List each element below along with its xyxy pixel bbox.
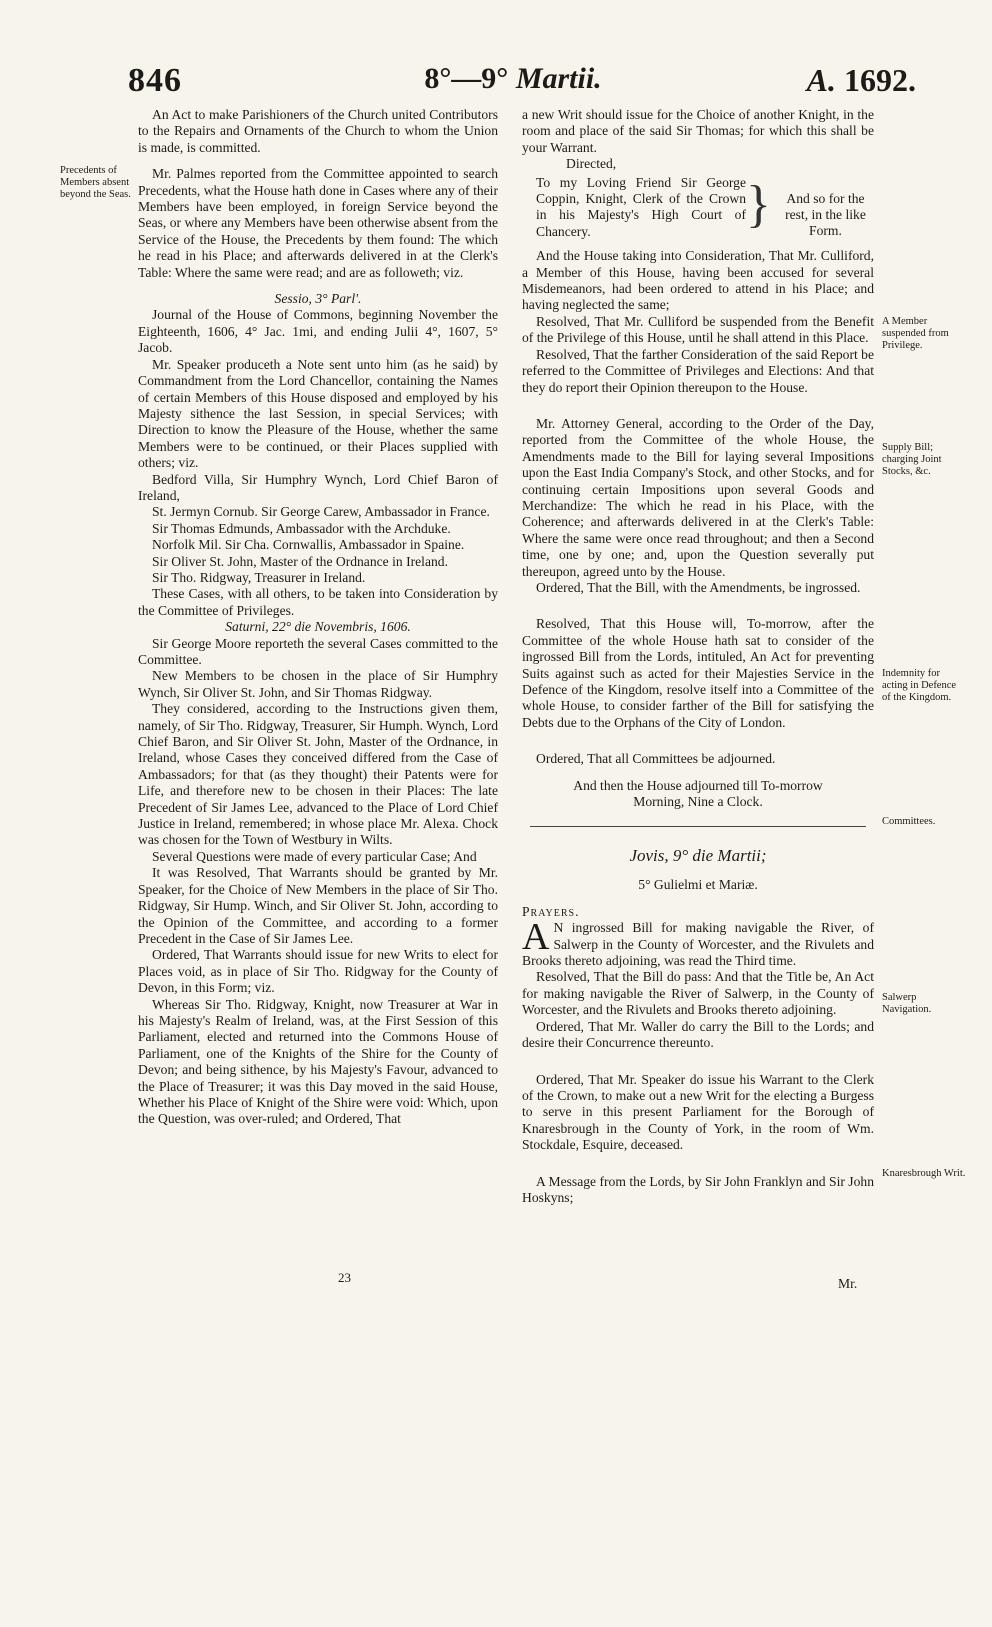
paragraph: Ordered, That Warrants should issue for new Writs to elect for Places void, as in place of Sir Tho. Ridgway for the County of Devon, in this Form; viz.	[138, 947, 498, 996]
paragraph: A Message from the Lords, by Sir John Franklyn and Sir John Hoskyns;	[522, 1173, 874, 1205]
paragraph: Mr. Palmes reported from the Committee appointed to search Precedents, what the House hath done in Cases where any of their Members have been employed, in foreign Service beyond the Seas, or where any Members have been otherwise absent from the Service of the House, the Precedents by them found: The which he read in his Place; and afterwards delivered in at the Clerk's Table: Where the same were read; and are as followeth; viz.	[138, 166, 498, 280]
paragraph: Sir Oliver St. John, Master of the Ordnance in Ireland.	[152, 553, 448, 569]
running-year	[807, 62, 916, 99]
writ-address	[522, 175, 874, 241]
paragraph: Several Questions were made of every particular Case; And	[152, 848, 477, 864]
paragraph: Norfolk Mil. Sir Cha. Cornwallis, Ambassador in Spaine.	[152, 537, 465, 553]
session-heading	[138, 291, 498, 307]
margin-note-indemnity: Indemnity for acting in Defence of the Kingdom.	[882, 668, 957, 703]
brace-glyph: }	[746, 175, 771, 233]
paragraph	[522, 916, 874, 969]
running-date	[388, 62, 638, 96]
section-divider	[530, 826, 866, 827]
paragraph: Sir Tho. Ridgway, Treasurer in Ireland.	[152, 569, 366, 585]
margin-note-precedents: Precedents of Members absent beyond the Seas.	[60, 165, 131, 200]
paragraph: Resolved, That the farther Consideration of the said Report be referred to the Committee of Privileges and Elections: And that they do report their Opinion thereupon to the House.	[522, 346, 874, 395]
day-heading-text: Jovis, 9° die Martii;	[629, 846, 767, 866]
paragraph: Whereas Sir Tho. Ridgway, Knight, now Treasurer at War in his Majesty's Realm of Ireland, was, at the First Session of this Parliament, elected and returned into the Commons House of Parliament, one of the Knights of the Shire for the County of Devon; and being sithence, by his Majesty's Favour, advanced to the Place of Treasurer; it was this Day moved in the said House, Whether his Place of Knight of the Shire were void: Which, upon the Question, was over-ruled; and Ordered, That	[138, 996, 498, 1127]
date-heading-text: Saturni, 22° die Novembris, 1606.	[225, 619, 411, 635]
paragraph: Resolved, That Mr. Culliford be suspended from the Benefit of the Privilege of this House, until he shall attend in this Place.	[522, 313, 874, 346]
prayers-label: Prayers.	[522, 903, 580, 919]
paragraph: Mr. Speaker produceth a Note sent unto him (as he said) by Commandment from the Lord Chancellor, containing the Names of certain Members of this House disposed and employed by his Majesty sithence the last Session, in special Services; with Direction to know the Pleasure of the House, whether the same Members were to be continued, or their Places supplied with others; viz.	[138, 356, 498, 471]
margin-note-supply-bill: Supply Bill; charging Joint Stocks, &c.	[882, 442, 942, 477]
paragraph: Resolved, That this House will, To-morrow, after the Committee of the whole House hath sat to consider of the ingrossed Bill from the Lords, intituled, An Act for preventing Suits against such as acted for their Majesties Service in the Defence of the Kingdom, resolve itself into a Committee of the whole House, to consider farther of the Bill for satisfying the Debts due to the Orphans of the City of London.	[522, 616, 874, 730]
paragraph: Sir George Moore reporteth the several Cases committed to the Committee.	[138, 635, 498, 667]
paragraph: Journal of the House of Commons, beginning November the Eighteenth, 1606, 4° Jac. 1mi, and ending Julii 4°, 1607, 5° Jacob.	[138, 307, 498, 356]
page-header	[128, 62, 916, 102]
drop-cap: A	[522, 916, 550, 959]
paragraph: Ordered, That Mr. Speaker do issue his Warrant to the Clerk of the Crown, to make out a new Writ for the electing a Burgess to serve in this present Parliament for the Borough of Knaresbrough in the County of York, in the room of Wm. Stockdale, Esquire, deceased.	[522, 1071, 874, 1153]
paragraph: Resolved, That the Bill do pass: And that the Title be, An Act for making navigable the River of Salwerp, in the County of Worcester, and the Rivulets and Brooks thereto adjoining.	[522, 969, 874, 1018]
paragraph-text: N ingrossed Bill for making navigable the River, of Salwerp in the County of Worcester, and the Rivulets and Brooks thereto adjoining, was read the Third time.	[522, 920, 874, 969]
paragraph: Sir Thomas Edmunds, Ambassador with the Archduke.	[152, 520, 451, 536]
paragraph: Ordered, That all Committees be adjourned.	[536, 751, 776, 767]
paragraph: An Act to make Parishioners of the Church united Contributors to the Repairs and Ornaments of the Church to whom the Union is made, is committed.	[138, 107, 498, 155]
writ-note: And so for the rest, in the like Form.	[785, 190, 866, 239]
running-year-number: 1692.	[836, 62, 916, 98]
date-heading	[138, 619, 498, 635]
paragraph: Bedford Villa, Sir Humphry Wynch, Lord Chief Baron of Ireland,	[138, 471, 498, 503]
paragraph: These Cases, with all others, to be taken into Consideration by the Committee of Privileges.	[138, 586, 498, 618]
page-number: 846	[128, 62, 182, 99]
margin-note-knaresbrough: Knaresbrough Writ.	[882, 1168, 966, 1179]
session-heading-text: Sessio, 3° Parl'.	[274, 291, 362, 307]
running-year-prefix: A.	[806, 62, 836, 98]
running-date-month: Martii.	[515, 62, 602, 95]
margin-note-committees: Committees.	[882, 816, 936, 827]
paragraph: Ordered, That the Bill, with the Amendments, be ingrossed.	[536, 579, 861, 595]
catchword: Mr.	[838, 1276, 858, 1291]
paragraph: St. Jermyn Cornub. Sir George Carew, Ambassador in France.	[152, 504, 490, 520]
left-column	[138, 107, 498, 1128]
writ-addressee: To my Loving Friend Sir George Coppin, Knight, Clerk of the Crown in his Majesty's High Court of Chancery.	[536, 174, 746, 239]
paragraph: Ordered, That Mr. Waller do carry the Bill to the Lords; and desire their Concurrence thereunto.	[522, 1018, 874, 1051]
directed-label: Directed,	[566, 156, 617, 172]
right-column	[522, 107, 874, 1206]
adjournment: And then the House adjourned till To-morrow Morning, Nine a Clock.	[573, 777, 823, 810]
paragraph: a new Writ should issue for the Choice of another Knight, in the room and place of the said Sir Thomas; for which this shall be your Warrant.	[522, 107, 874, 155]
regnal-year: 5° Gulielmi et Mariæ.	[638, 877, 758, 893]
running-date-days: 8°—9°	[424, 62, 516, 95]
paragraph: It was Resolved, That Warrants should be granted by Mr. Speaker, for the Choice of New Members in the place of Sir Tho. Ridgway, Sir Hump. Winch, and Sir Oliver St. John, according to the Opinion of the Committee, and according to a former Precedent in the Case of Sir James Lee.	[138, 865, 498, 946]
paragraph: New Members to be chosen in the place of Sir Humphry Wynch, Sir Oliver St. John, and Sir Thomas Ridgway.	[138, 668, 498, 700]
margin-note-member-suspended: A Member suspended from Privilege.	[882, 316, 949, 351]
margin-note-salwerp: Salwerp Navigation.	[882, 992, 932, 1015]
paragraph: They considered, according to the Instructions given them, namely, of Sir Tho. Ridgway, Treasurer, Sir Humph. Wynch, Lord Chief Baron, and Sir Oliver St. John, Master of the Ordnance, in Ireland, whose Cases they conceived differed from the Case of Ambassadors; for that (as they thought) their Patents were for Life, and therefore new to be chosen in their Places: The late Precedent of Sir James Lee, advanced to the Place of Lord Chief Justice in Ireland, remembered; in whose place Mr. Alexa. Chock was chosen for the Town of Westbury in Wilts.	[138, 701, 498, 848]
paragraph: And the House taking into Consideration, That Mr. Culliford, a Member of this House, having been accused for several Misdemeanors, had been ordered to attend in his Place; and having neglected the same;	[522, 248, 874, 313]
signature-mark: 23	[338, 1270, 351, 1285]
day-heading	[522, 845, 874, 867]
paragraph: Mr. Attorney General, according to the Order of the Day, reported from the Committee of the whole House, the Amendments made to the Bill for laying several Impositions upon the East India Company's Stock, and other Stocks, and for continuing certain Impositions upon several Goods and Merchandize: The which he read in his Place, with the Coherence; and afterwards delivered in at the Clerk's Table: Where the same were once read throughout; and then a Second time, one by one; and, upon the Question severally put thereupon, agreed unto by the House.	[522, 415, 874, 579]
